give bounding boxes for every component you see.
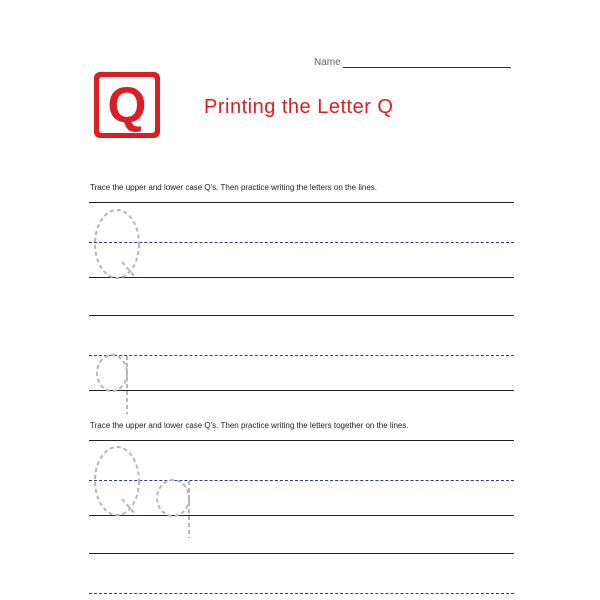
page-title: Printing the Letter Q [204, 96, 394, 118]
section-2-instruction: Trace the upper and lower case Q's. Then practice writing the letters together on the lines. [90, 421, 409, 430]
lowercase-q-trace [157, 480, 189, 516]
logo-letter: Q [107, 77, 147, 133]
uppercase-q-trace [95, 447, 139, 515]
lowercase-q-trace [97, 355, 127, 391]
name-label: Name [314, 57, 341, 68]
uppercase-q-trace [95, 210, 139, 278]
section-1-instruction: Trace the upper and lower case Q's. Then practice writing the letters on the lines. [90, 183, 378, 192]
